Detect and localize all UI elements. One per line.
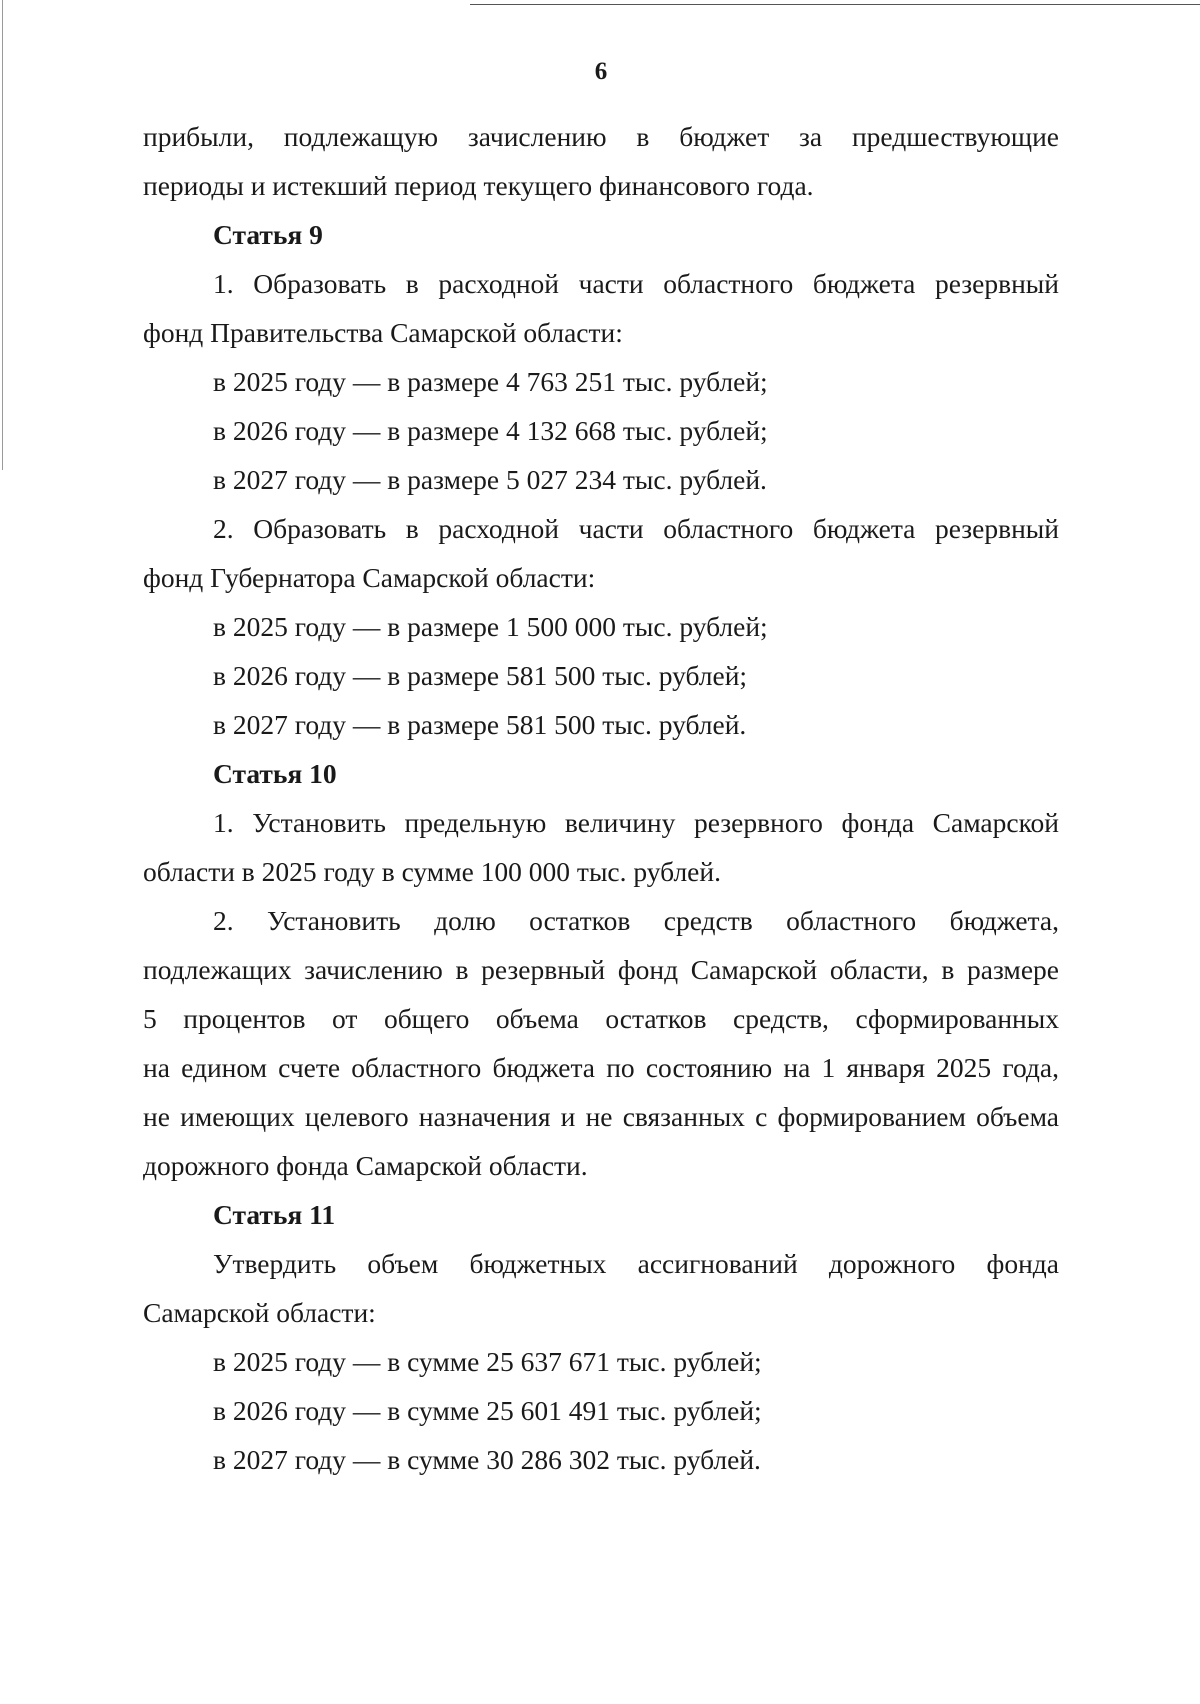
text-line: фонд Губернатора Самарской области: <box>143 562 596 593</box>
text-line: в 2025 году — в размере 1 500 000 тыс. рублей; <box>213 611 768 642</box>
text-line: в 2027 году — в сумме 30 286 302 тыс. рублей. <box>213 1444 761 1475</box>
document-body <box>143 112 1059 1484</box>
text-line: 1. Образовать в расходной части областного бюджета резервный <box>213 268 1059 299</box>
text-line: в 2027 году — в размере 5 027 234 тыс. рублей. <box>213 464 767 495</box>
article-heading: Статья 11 <box>213 1199 336 1230</box>
article-heading: Статья 9 <box>213 219 323 250</box>
scan-top-rule <box>470 4 1200 5</box>
text-line: периоды и истекший период текущего финансового года. <box>143 170 814 201</box>
text-line: 2. Образовать в расходной части областного бюджета резервный <box>213 513 1059 544</box>
text-line: дорожного фонда Самарской области. <box>143 1150 588 1181</box>
text-line: в 2026 году — в размере 581 500 тыс. рублей; <box>213 660 748 691</box>
text-line: подлежащих зачислению в резервный фонд Самарской области, в размере <box>143 954 1059 985</box>
text-line: в 2026 году — в сумме 25 601 491 тыс. рублей; <box>213 1395 762 1426</box>
text-line: в 2025 году — в размере 4 763 251 тыс. рублей; <box>213 366 768 397</box>
article-heading: Статья 10 <box>213 758 337 789</box>
text-line: области в 2025 году в сумме 100 000 тыс. рублей. <box>143 856 721 887</box>
text-line: в 2025 году — в сумме 25 637 671 тыс. рублей; <box>213 1346 762 1377</box>
text-line: фонд Правительства Самарской области: <box>143 317 623 348</box>
text-line: Самарской области: <box>143 1297 376 1328</box>
text-line: Утвердить объем бюджетных ассигнований дорожного фонда <box>213 1248 1059 1279</box>
text-line: в 2026 году — в размере 4 132 668 тыс. рублей; <box>213 415 768 446</box>
text-line: 1. Установить предельную величину резервного фонда Самарской <box>213 807 1059 838</box>
scan-left-edge <box>2 0 3 470</box>
text-line: на едином счете областного бюджета по состоянию на 1 января 2025 года, <box>143 1052 1059 1083</box>
page-number: 6 <box>594 58 608 85</box>
document-page <box>143 52 1059 1484</box>
text-line: 5 процентов от общего объема остатков средств, сформированных <box>143 1003 1059 1034</box>
text-line: в 2027 году — в размере 581 500 тыс. рублей. <box>213 709 747 740</box>
text-line: прибыли, подлежащую зачислению в бюджет за предшествующие <box>143 121 1059 152</box>
text-line: не имеющих целевого назначения и не связанных с формированием объема <box>143 1101 1059 1132</box>
text-line: 2. Установить долю остатков средств областного бюджета, <box>213 905 1059 936</box>
